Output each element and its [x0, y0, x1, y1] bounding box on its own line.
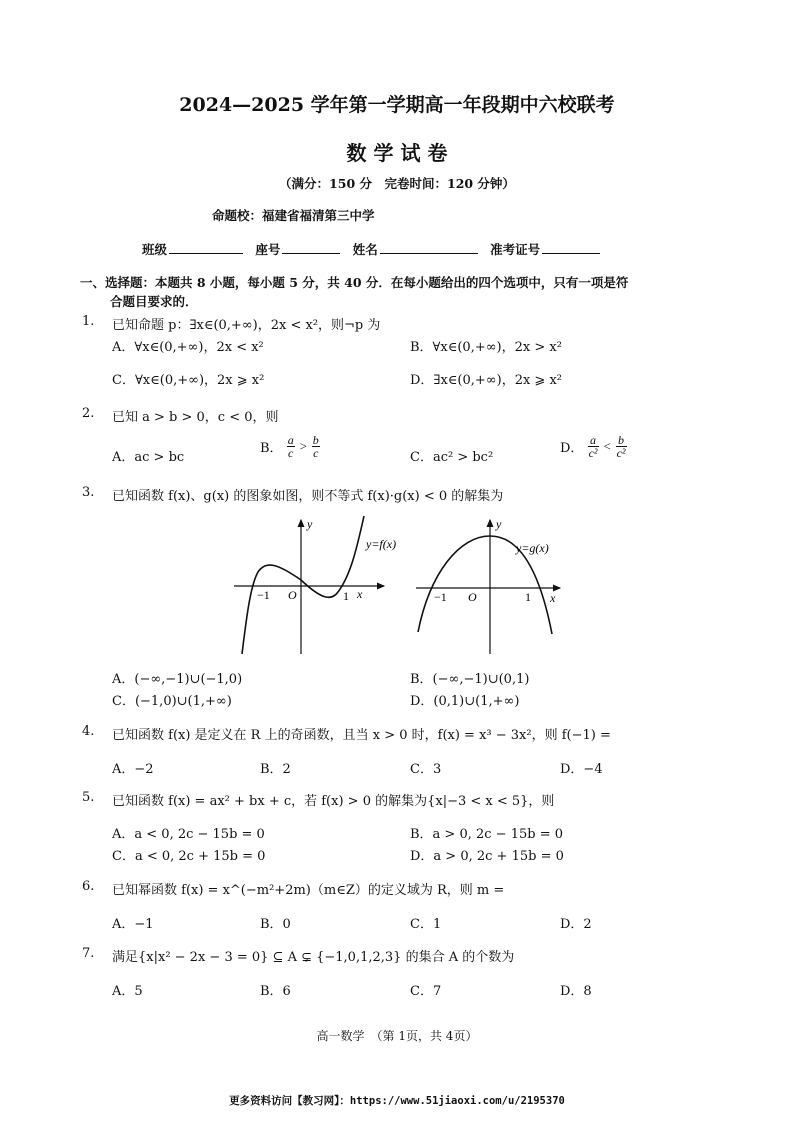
option-a[interactable]: A．−1 — [112, 917, 154, 932]
x-axis-label: x — [550, 591, 556, 605]
inequality-sign: > — [298, 438, 308, 454]
fraction-a-over-c2: $\frac{a}{\text{c²}}$ — [588, 433, 598, 460]
exam-subtitle: 数 学 试 卷 — [346, 141, 448, 165]
one-label: 1 — [343, 589, 349, 603]
seat-blank[interactable] — [282, 241, 340, 254]
page-footer: 高一数学 （第 1页，共 4页） — [316, 1029, 478, 1043]
option-c[interactable]: C．1 — [410, 917, 442, 932]
option-d[interactable]: D．∃x∈(0,+∞)，2x ⩾ x² — [410, 373, 563, 388]
option-b[interactable]: B．0 — [260, 917, 291, 932]
option-c[interactable]: C．ac² > bc² — [410, 450, 494, 465]
name-blank[interactable] — [380, 241, 478, 254]
question-number: 2. — [82, 406, 95, 421]
option-c[interactable]: C．a < 0, 2c + 15b = 0 — [112, 849, 266, 864]
exam-info: （满分：150 分 完卷时间：120 分钟） — [279, 176, 515, 191]
question-stem: 已知函数 f(x) = ax² + bx + c，若 f(x) > 0 的解集为{x|−3 < x < 5}，则 — [112, 794, 555, 809]
option-c[interactable]: C．(−1,0)∪(1,+∞) — [112, 694, 232, 709]
question-number: 5. — [82, 790, 95, 805]
class-label: 班级 — [142, 242, 168, 257]
exam-no-label: 准考证号 — [490, 242, 541, 257]
question-number: 3. — [82, 485, 95, 500]
option-d[interactable] — [560, 434, 627, 459]
question-number: 4. — [82, 724, 95, 739]
origin-label: O — [288, 588, 297, 602]
exam-title: 2024—2025 学年第一学期高一年段期中六校联考 — [179, 94, 615, 116]
option-d[interactable]: D．(0,1)∪(1,+∞) — [410, 694, 520, 709]
option-c[interactable]: C．∀x∈(0,+∞)，2x ⩾ x² — [112, 373, 265, 388]
question-stem: 已知函数 f(x)、g(x) 的图象如图，则不等式 f(x)·g(x) < 0 的解集为 — [112, 489, 504, 504]
f-curve — [242, 516, 364, 654]
fraction-a-over-c: $\frac{a}{c}$ — [287, 433, 294, 460]
option-b[interactable] — [260, 434, 320, 459]
option-d[interactable]: D．a > 0, 2c + 15b = 0 — [410, 849, 564, 864]
question-stem: 已知命题 p：∃x∈(0,+∞)，2x < x²，则¬p 为 — [112, 318, 381, 333]
option-b[interactable]: B．∀x∈(0,+∞)，2x > x² — [410, 340, 562, 355]
option-b-letter: B． — [260, 441, 283, 456]
option-b[interactable]: B．(−∞,−1)∪(0,1) — [410, 672, 530, 687]
one-label: 1 — [525, 590, 531, 604]
option-b[interactable]: B．a > 0, 2c − 15b = 0 — [410, 827, 563, 842]
option-a[interactable]: A．ac > bc — [112, 450, 185, 465]
fraction-b-over-c: $\frac{b}{c}$ — [312, 433, 319, 460]
x-axis-label: x — [357, 587, 363, 601]
y-axis-label: y — [307, 517, 313, 531]
graph-g — [410, 512, 570, 657]
option-a[interactable]: A．5 — [112, 984, 143, 999]
section-heading: 一、选择题：本题共 8 小题，每小题 5 分，共 40 分．在每小题给出的四个选项中，只有一项是符 — [80, 275, 629, 290]
f-label: y=f(x) — [366, 537, 397, 551]
neg-one-label: −1 — [257, 588, 270, 602]
question-stem: 已知幂函数 f(x) = x^(−m²+2m)（m∈Z）的定义域为 R，则 m = — [112, 883, 505, 898]
y-axis-label: y — [496, 517, 502, 531]
option-a[interactable]: A．∀x∈(0,+∞)，2x < x² — [112, 340, 264, 355]
exam-school: 命题校：福建省福清第三中学 — [212, 208, 375, 223]
student-fields — [142, 240, 602, 258]
graph-f — [228, 512, 398, 657]
fraction-b-over-c2: $\frac{b}{\text{c²}}$ — [616, 433, 626, 460]
section-heading-cont: 合题目要求的． — [110, 294, 198, 309]
question-stem: 已知 a > b > 0，c < 0，则 — [112, 410, 279, 425]
option-a[interactable]: A．a < 0, 2c − 15b = 0 — [112, 827, 265, 842]
option-b[interactable]: B．2 — [260, 762, 291, 777]
option-d-letter: D． — [560, 441, 584, 456]
name-label: 姓名 — [352, 242, 378, 257]
origin-label: O — [468, 590, 477, 604]
g-label: y=g(x) — [516, 541, 549, 555]
question-number: 6. — [82, 879, 95, 894]
option-b[interactable]: B．6 — [260, 984, 291, 999]
class-blank[interactable] — [169, 241, 243, 254]
seat-label: 座号 — [255, 242, 281, 257]
neg-one-label: −1 — [434, 590, 447, 604]
resource-link[interactable]: 更多资料访问【教习网】：https://www.51jiaoxi.com/u/2195370 — [229, 1095, 565, 1107]
option-c[interactable]: C．3 — [410, 762, 442, 777]
inequality-sign: < — [602, 438, 612, 454]
question-number: 7. — [82, 946, 95, 961]
question-stem: 已知函数 f(x) 是定义在 R 上的奇函数，且当 x > 0 时，f(x) = x³ − 3x²，则 f(−1) = — [112, 728, 611, 743]
exam-no-blank[interactable] — [542, 241, 600, 254]
option-d[interactable]: D．2 — [560, 917, 592, 932]
option-d[interactable]: D．−4 — [560, 762, 603, 777]
option-a[interactable]: A．(−∞,−1)∪(−1,0) — [112, 672, 243, 687]
option-a[interactable]: A．−2 — [112, 762, 154, 777]
question-number: 1. — [82, 314, 95, 329]
option-d[interactable]: D．8 — [560, 984, 592, 999]
option-c[interactable]: C．7 — [410, 984, 442, 999]
question-stem: 满足{x|x² − 2x − 3 = 0} ⊆ A ⊊ {−1,0,1,2,3} 的集合 A 的个数为 — [112, 950, 515, 965]
